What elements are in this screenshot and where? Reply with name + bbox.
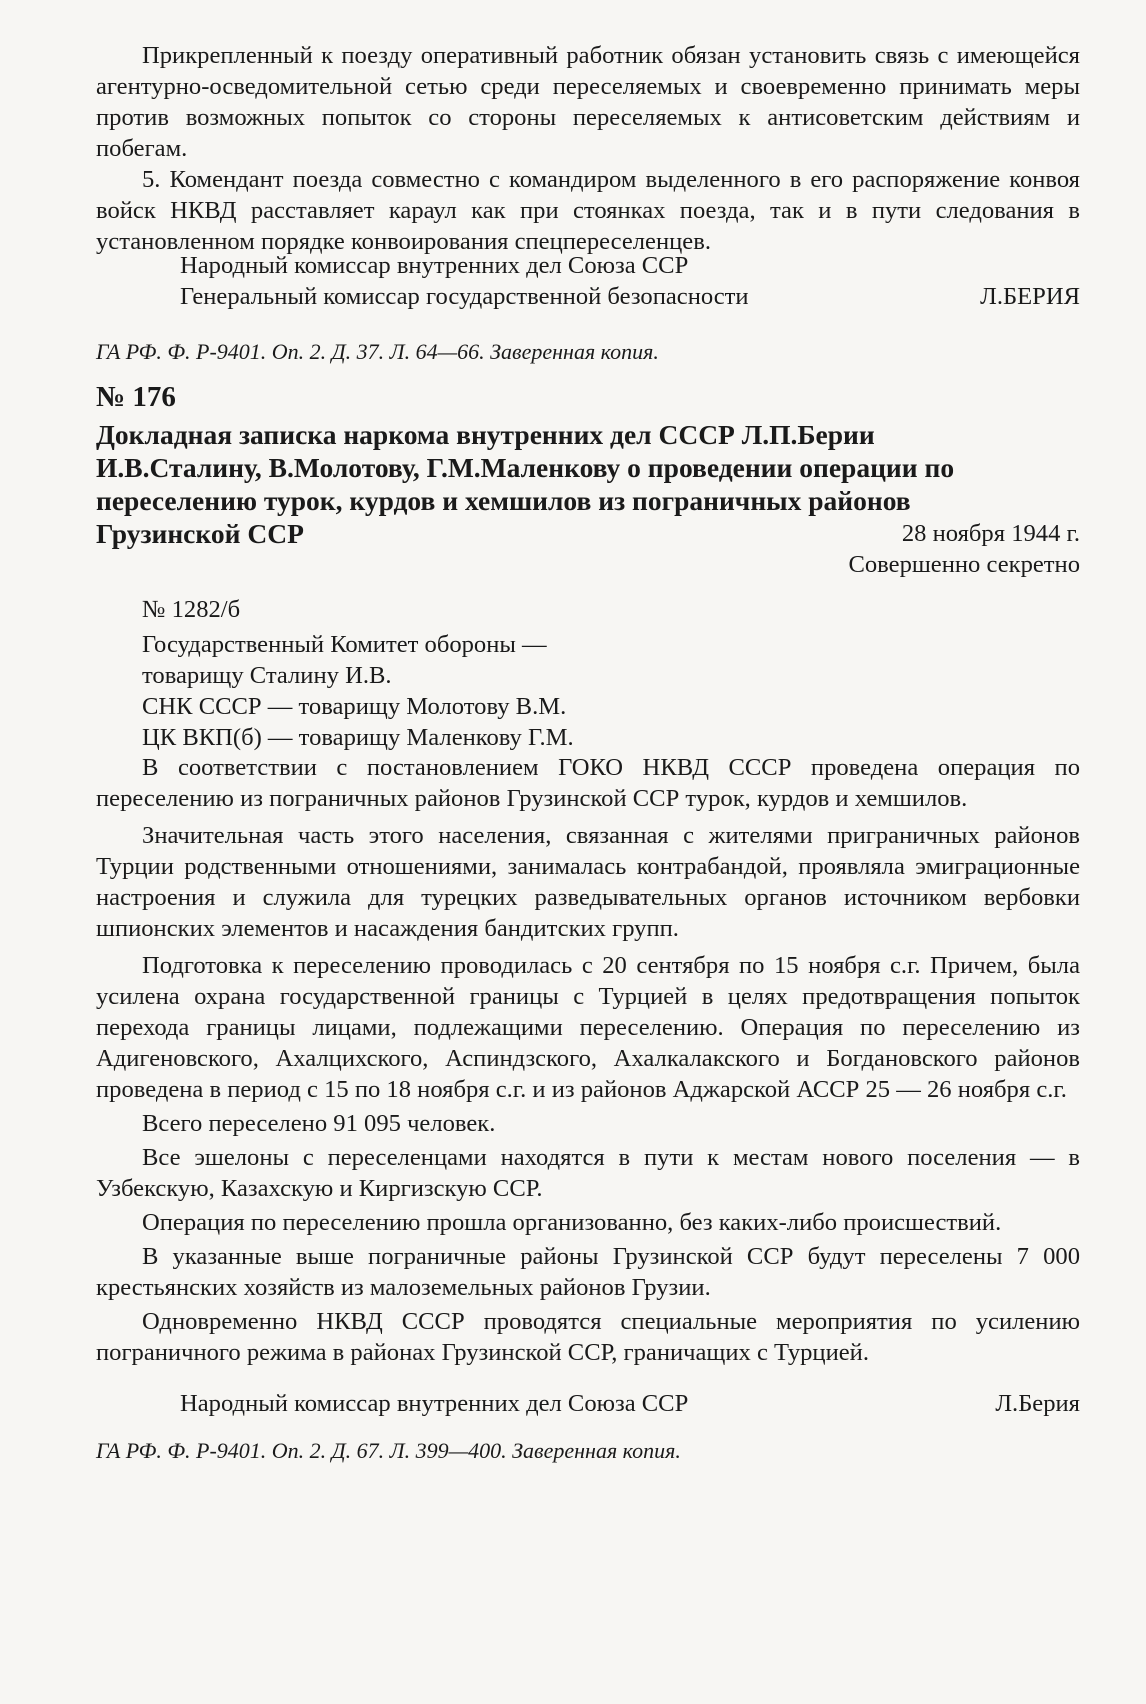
- addressee: СНК СССР — товарищу Молотову В.М.: [142, 693, 567, 720]
- signature-name: Л.БЕРИЯ: [980, 283, 1080, 310]
- paragraph: Все эшелоны с переселенцами находятся в пути к местам нового поселения — в Узбекскую, Казахскую и Киргизскую ССР.: [96, 1144, 1080, 1202]
- reference-number: № 1282/б: [142, 596, 241, 623]
- paragraph: В соответствии с постановлением ГОКО НКВД СССР проведена операция по переселению из пограничных районов Грузинской ССР турок, курдов и хемшилов.: [96, 754, 1080, 812]
- paragraph: Значительная часть этого населения, связанная с жителями приграничных районов Турции родственными отношениями, занималась контрабандой, проявляла эмиграционные настроения и служила для турецких разведывательных органов источником вербовки шпионских элементов и насаждения бандитских групп.: [96, 822, 1080, 942]
- document-signature: [96, 1388, 1080, 1419]
- addressee: ЦК ВКП(б) — товарищу Маленкову Г.М.: [142, 724, 574, 751]
- paragraph: 5. Комендант поезда совместно с командиром выделенного в его распоряжение конвоя войск НКВД расставляет караул как при стоянках поезда, так и в пути следования в установленном порядке конвоирования спецпереселенцев.: [96, 166, 1080, 255]
- paragraph: В указанные выше пограничные районы Грузинской ССР будут переселены 7 000 крестьянских хозяйств из малоземельных районов Грузии.: [96, 1243, 1080, 1301]
- archive-source: ГА РФ. Ф. Р-9401. Оп. 2. Д. 67. Л. 399—400. Заверенная копия.: [96, 1438, 681, 1463]
- archive-source: ГА РФ. Ф. Р-9401. Оп. 2. Д. 37. Л. 64—66. Заверенная копия.: [96, 339, 659, 364]
- previous-document-text: [96, 40, 1080, 257]
- document-body: [96, 752, 1080, 1368]
- addressee: Государственный Комитет обороны —: [142, 631, 547, 658]
- document-number: № 176: [96, 381, 176, 413]
- classification-stamp: Совершенно секретно: [848, 551, 1080, 578]
- signature-title: Народный комиссар внутренних дел Союза ССР: [180, 1390, 689, 1417]
- addressee-list: [96, 629, 1126, 753]
- signature-title: Народный комиссар внутренних дел Союза ССР: [180, 252, 689, 279]
- document-date: 28 ноября 1944 г.: [901, 520, 1080, 547]
- addressee: товарищу Сталину И.В.: [142, 662, 392, 689]
- paragraph: Операция по переселению прошла организованно, без каких-либо происшествий.: [142, 1209, 1002, 1236]
- signature-name: Л.Берия: [995, 1390, 1080, 1417]
- paragraph: Подготовка к переселению проводилась с 20 сентября по 15 ноября с.г. Причем, была усилена охрана государственной границы с Турцией в целях предотвращения попыток перехода границы лицами, подлежащими переселению. Операция по переселению из Адигеновского, Ахалцихского, Аспиндзского, Ахалкалакского и Богдановского районов проведена в период с 15 по 18 ноября с.г. и из районов Аджарской АССР 25 — 26 ноября с.г.: [96, 952, 1080, 1103]
- paragraph: Одновременно НКВД СССР проводятся специальные мероприятия по усилению пограничного режима в районах Грузинской ССР, граничащих с Турцией.: [96, 1308, 1080, 1366]
- paragraph: Всего переселено 91 095 человек.: [142, 1110, 496, 1137]
- signature-title: Генеральный комиссар государственной безопасности: [180, 283, 749, 310]
- paragraph: Прикрепленный к поезду оперативный работник обязан установить связь с имеющейся агентурно-осведомительной сетью среди переселяемых и своевременно принимать меры против возможных попыток со стороны переселяемых к антисоветским действиям и побегам.: [96, 42, 1080, 162]
- document-title: Докладная записка наркома внутренних дел СССР Л.П.Берии И.В.Сталину, В.Молотову, Г.М.Маленкову о проведении операции по переселению турок, курдов и хемшилов из пограничных районов Грузинской ССР: [96, 419, 955, 549]
- signature-block: [96, 250, 1080, 312]
